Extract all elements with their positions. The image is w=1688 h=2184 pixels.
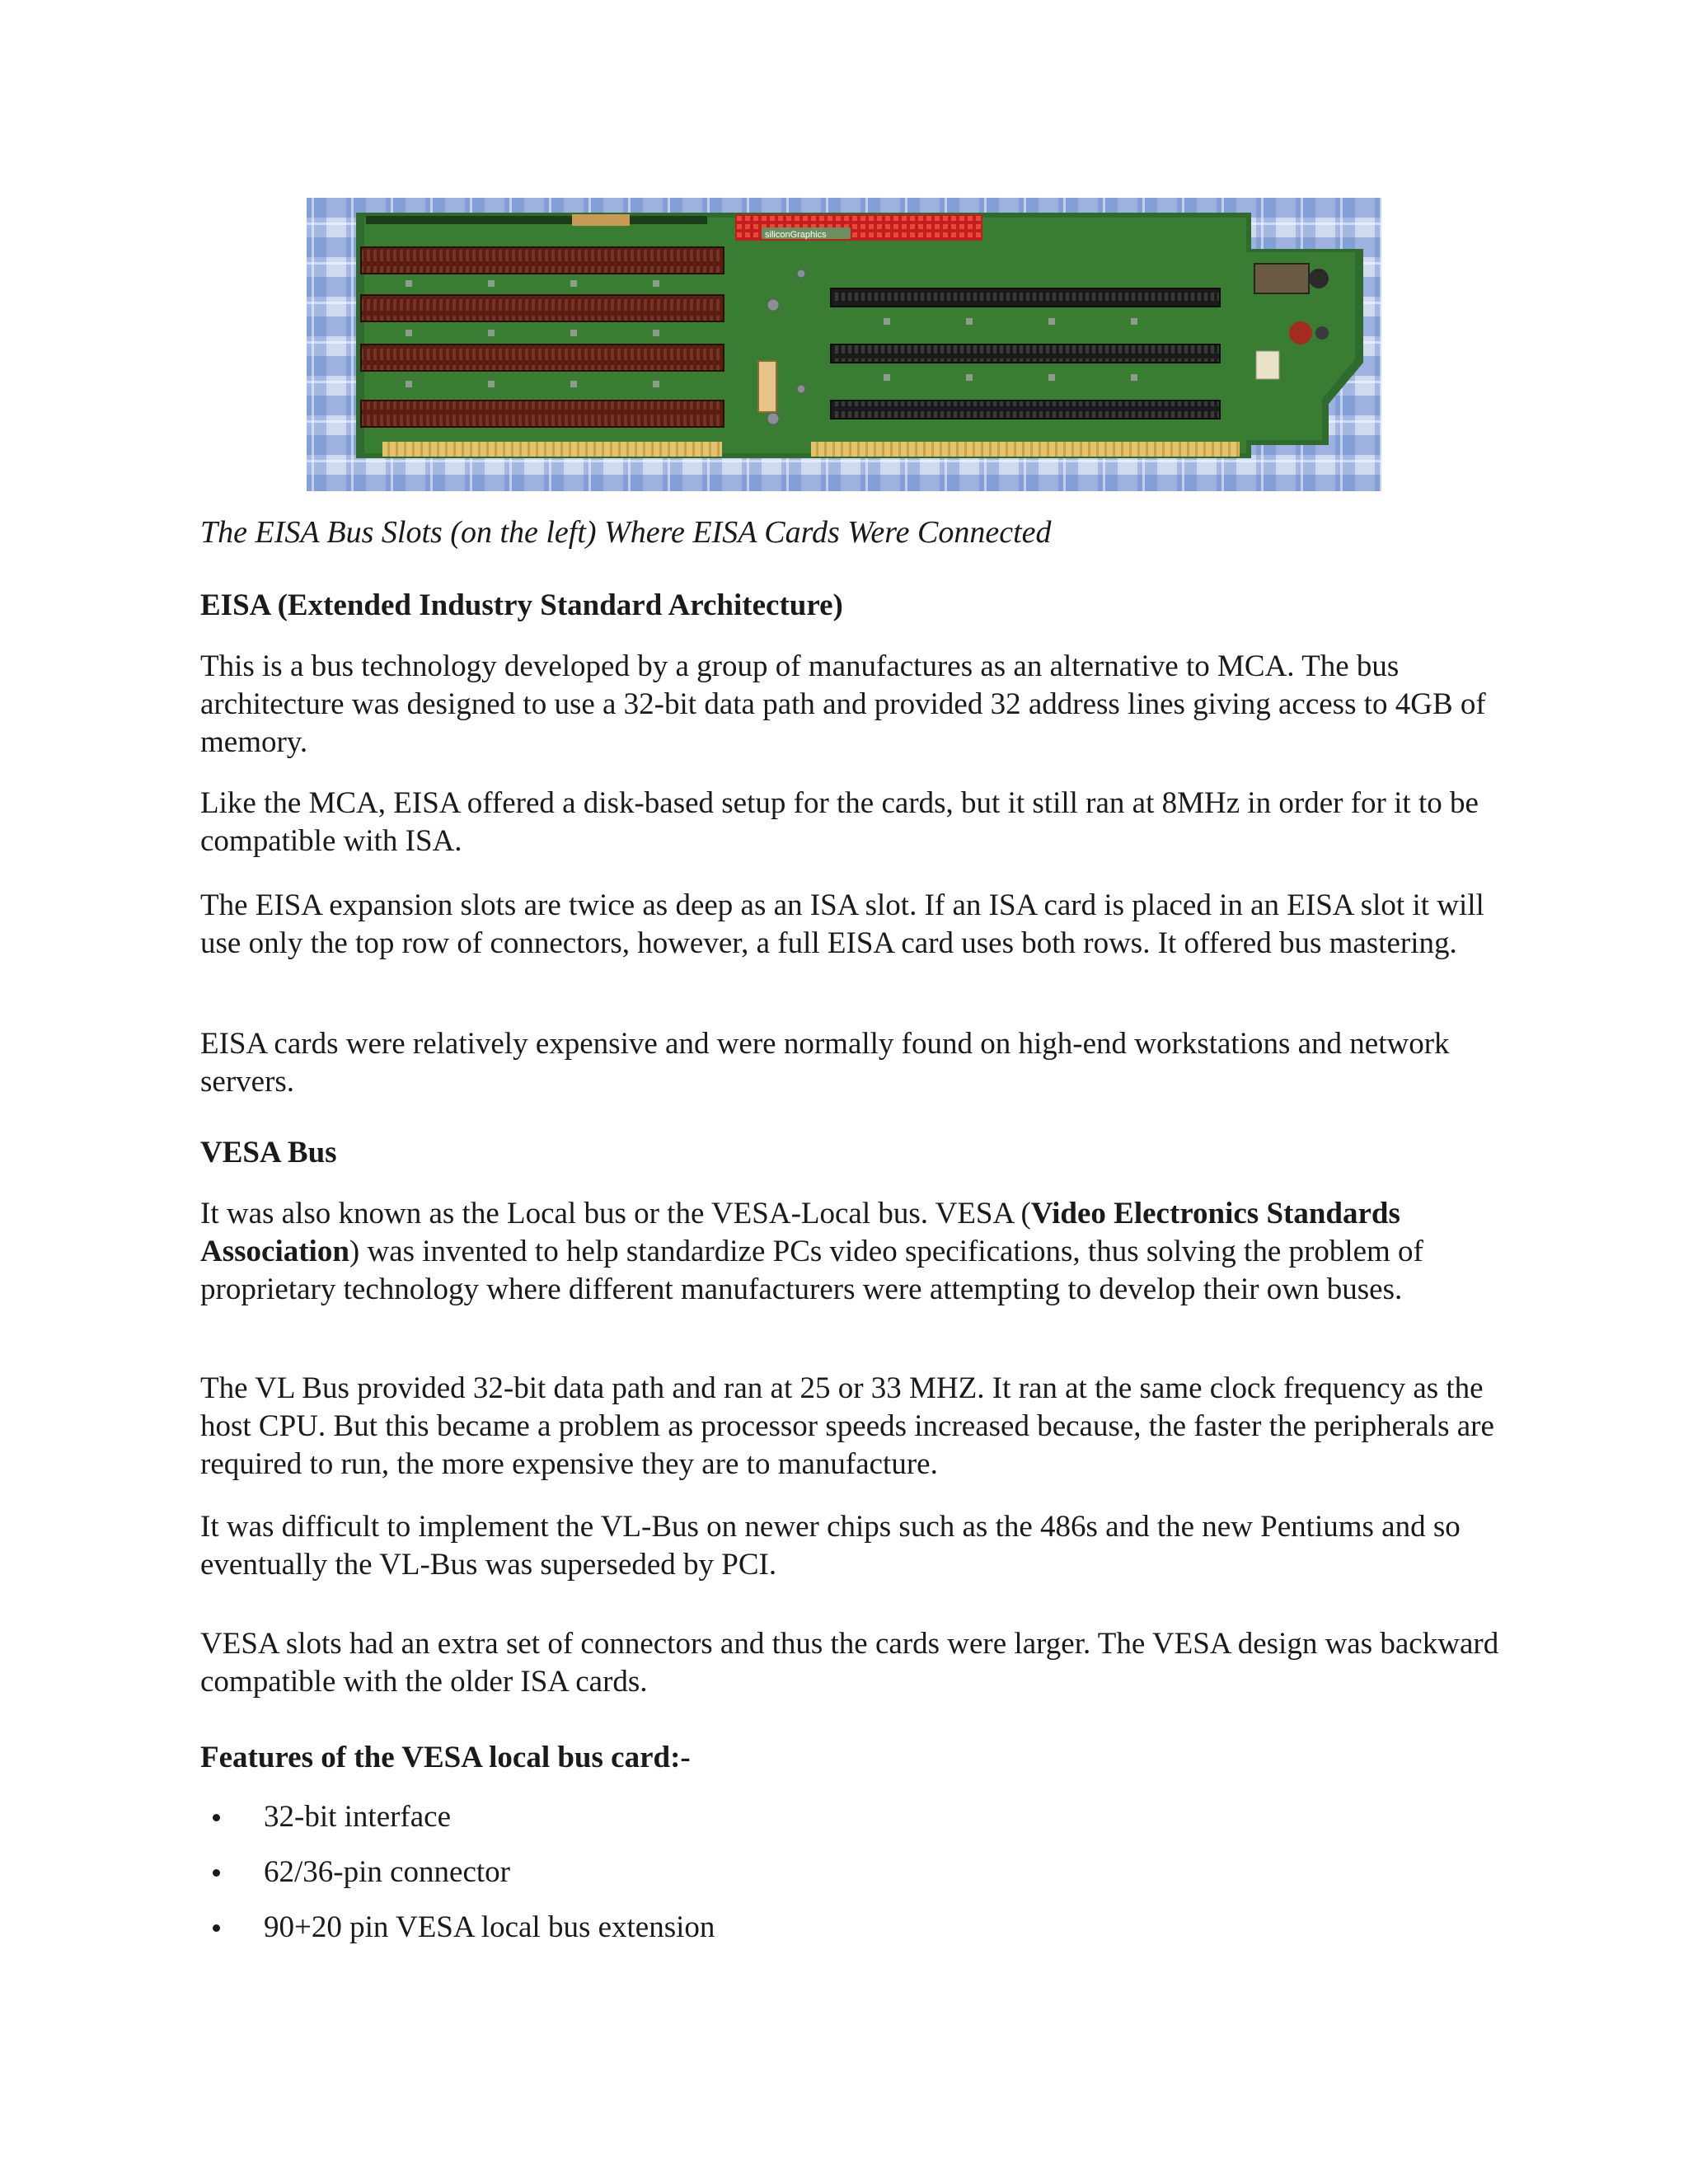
list-item — [213, 1854, 715, 1909]
vesa-paragraph-1-start: It was also known as the Local bus or the VESA-Local bus. VESA ( — [200, 1197, 1031, 1230]
vesa-paragraph-1-end: ) was invented to help standardize PCs video specifications, thus solving the problem of proprietary technology where different manufacturers were attempting to develop their own buses. — [200, 1235, 1423, 1306]
list-item — [213, 1909, 715, 1964]
list-item-text: 90+20 pin VESA local bus extension — [264, 1910, 715, 1944]
eisa-paragraph-4: EISA cards were relatively expensive and were normally found on high-end workstations and network servers. — [200, 1027, 1450, 1099]
list-item — [213, 1798, 715, 1854]
list-item-text: 62/36-pin connector — [264, 1855, 510, 1889]
vesa-expansion-term: Video Electronics Standards Association — [200, 1197, 1400, 1268]
top-edge-connector — [366, 216, 707, 224]
eisa-paragraph-3: The EISA expansion slots are twice as deep as an ISA slot. If an ISA card is placed in an EISA slot it will use only the top row of connectors, however, a full EISA card uses both rows. It offered bus mastering. — [200, 888, 1484, 960]
eisa-slot — [361, 344, 724, 371]
list-item-text: 32-bit interface — [264, 1800, 452, 1834]
features-list — [213, 1798, 715, 1964]
vesa-paragraph-4: VESA slots had an extra set of connectors and thus the cards were larger. The VESA design was backward compatible with the older ISA cards. — [200, 1627, 1499, 1699]
circuit-board — [356, 213, 1363, 458]
eisa-paragraph-2: Like the MCA, EISA offered a disk-based setup for the cards, but it still ran at 8MHz in order for it to be compatible with ISA. — [200, 786, 1479, 858]
pci-slot — [831, 401, 1220, 419]
eisa-heading: EISA (Extended Industry Standard Architecture) — [200, 588, 843, 622]
bullet-icon — [213, 1869, 220, 1877]
eisa-paragraph-1: This is a bus technology developed by a group of manufactures as an alternative to MCA. The bus architecture was designed to use a 32-bit data path and provided 32 address lines giving access to 4GB of memory. — [200, 649, 1486, 759]
vesa-heading: VESA Bus — [200, 1136, 337, 1169]
vesa-paragraph-2: The VL Bus provided 32-bit data path and ran at 25 or 33 MHZ. It ran at the same clock frequency as the host CPU. But this became a problem as processor speeds increased because, the faster the peripherals are required to run, the more expensive they are to manufacture. — [200, 1371, 1494, 1481]
edge-connector-gold — [811, 442, 1240, 457]
eisa-slot — [361, 295, 724, 321]
eisa-slot — [361, 401, 724, 427]
ribbon-connector — [758, 361, 776, 412]
bullet-icon — [213, 1924, 220, 1932]
pci-slot — [831, 288, 1220, 307]
eisa-slot — [361, 247, 724, 274]
edge-connector-gold — [382, 442, 722, 457]
features-heading: Features of the VESA local bus card:- — [200, 1741, 691, 1774]
vesa-paragraph-1 — [200, 1195, 1503, 1309]
board-logo: siliconGraphics — [765, 230, 827, 240]
vesa-paragraph-3: It was difficult to implement the VL-Bus on newer chips such as the 486s and the new Pentiums and so eventually the VL-Bus was superseded by PCI. — [200, 1510, 1461, 1582]
bullet-icon — [213, 1814, 220, 1821]
figure-caption: The EISA Bus Slots (on the left) Where EISA Cards Were Connected — [200, 515, 1052, 550]
pci-slot — [831, 344, 1220, 363]
eisa-board-photo — [307, 198, 1381, 491]
